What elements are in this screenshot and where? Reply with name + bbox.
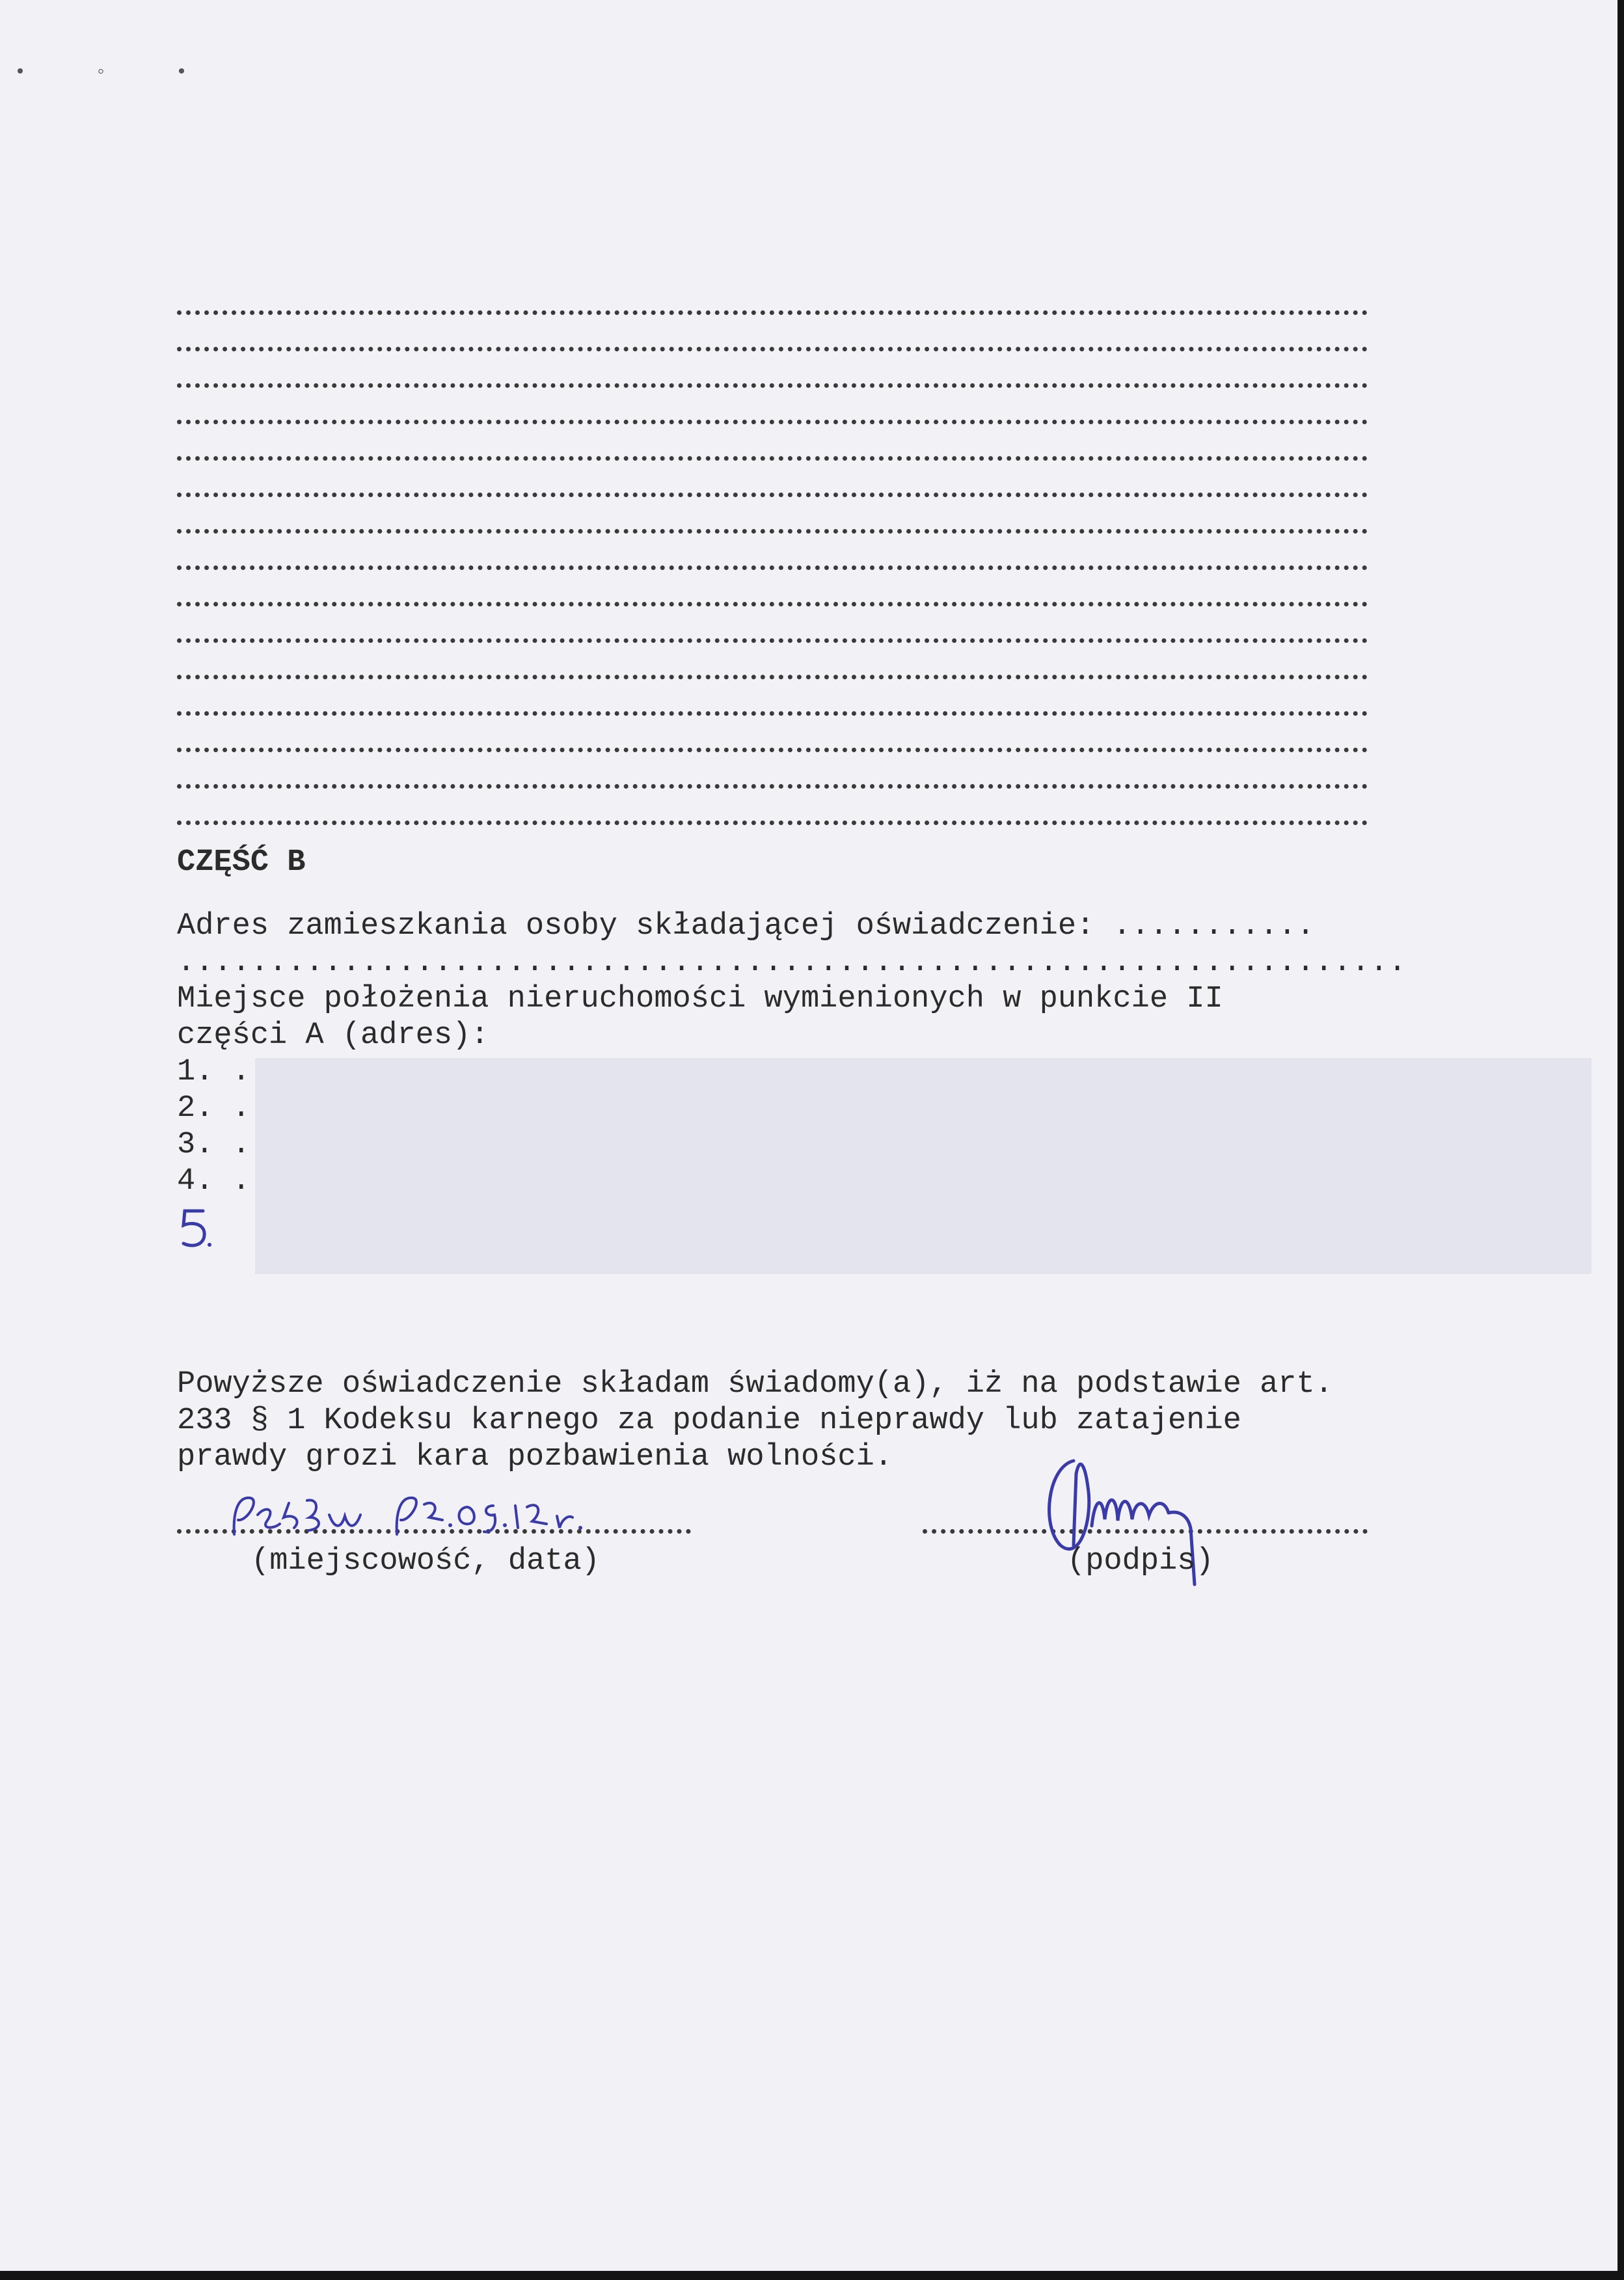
blank-dotted-line: [177, 643, 1368, 679]
blank-dotted-line: [177, 278, 1368, 315]
blank-dotted-line: [177, 789, 1368, 825]
address-label: Adres zamieszkania osoby składającej oświadczenie: ...........: [177, 909, 1315, 943]
blank-dotted-lines: [177, 278, 1368, 825]
property-location-label-line2: części A (adres):: [177, 1018, 489, 1053]
blank-dotted-line: [177, 679, 1368, 716]
redacted-addresses: [255, 1058, 1591, 1274]
blank-dotted-line: [177, 534, 1368, 570]
blank-dotted-line: [177, 570, 1368, 606]
blank-dotted-line: [177, 388, 1368, 424]
scan-edge-right: [1617, 0, 1624, 2280]
property-item-1: 1. .: [177, 1055, 250, 1089]
blank-dotted-line: [177, 497, 1368, 534]
signature-caption: (podpis): [1067, 1544, 1214, 1579]
blank-dotted-line: [177, 606, 1368, 643]
blank-dotted-line: [177, 461, 1368, 497]
blank-dotted-line: [177, 315, 1368, 351]
property-location-label-line1: Miejsce położenia nieruchomości wymienionych w punkcie II: [177, 982, 1223, 1016]
place-date-caption: (miejscowość, data): [251, 1544, 600, 1579]
property-item-4: 4. .: [177, 1164, 250, 1199]
blank-dotted-line: [177, 351, 1368, 388]
blank-dotted-line: [177, 716, 1368, 752]
property-item-2: 2. .: [177, 1091, 250, 1126]
blank-dotted-line: [177, 752, 1368, 789]
blank-dotted-line: [177, 424, 1368, 461]
handwritten-place-date: [221, 1489, 664, 1547]
declaration-line1: Powyższe oświadczenie składam świadomy(a), iż na podstawie art.: [177, 1367, 1333, 1402]
declaration-line2: 233 § 1 Kodeksu karnego za podanie nieprawdy lub zatajenie: [177, 1404, 1241, 1438]
scan-specks: • ◦ •: [14, 62, 217, 84]
property-item-3: 3. .: [177, 1128, 250, 1162]
address-continuation: ...................................................................: [177, 945, 1407, 980]
handwritten-number-5: [177, 1206, 216, 1251]
declaration-line3: prawdy grozi kara pozbawienia wolności.: [177, 1440, 893, 1474]
section-b-heading: CZĘŚĆ B: [177, 845, 306, 880]
scan-edge-bottom: [0, 2271, 1624, 2280]
